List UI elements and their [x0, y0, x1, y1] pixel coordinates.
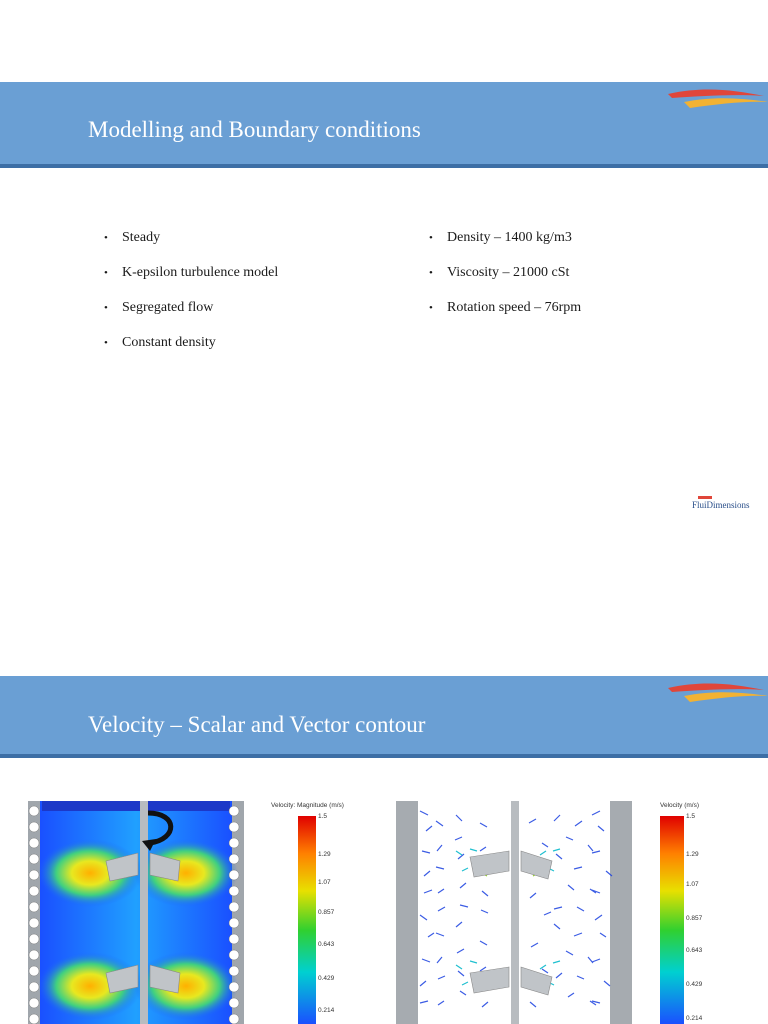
slide-header-banner — [0, 82, 768, 168]
list-item: • Steady — [102, 229, 392, 264]
vector-color-legend — [658, 800, 758, 1024]
left-bullet-list — [102, 229, 392, 369]
legend-tick: 1.07 — [686, 881, 699, 888]
list-item: • Rotation speed – 76rpm — [427, 299, 727, 334]
slide-title: Velocity – Scalar and Vector contour — [88, 712, 426, 737]
right-bullet-list — [427, 229, 727, 334]
legend-tick: 1.5 — [318, 813, 328, 820]
list-item: • K-epsilon turbulence model — [102, 264, 392, 299]
vector-contour-image — [396, 801, 634, 1024]
legend-tick: 1.07 — [318, 879, 331, 886]
legend-title: Velocity (m/s) — [660, 802, 700, 809]
brand-logo-text: FluiDimensions — [692, 500, 750, 510]
legend-tick: 0.214 — [686, 1015, 703, 1022]
legend-tick: 1.5 — [686, 813, 696, 820]
legend-tick: 0.857 — [686, 915, 703, 922]
legend-tick: 0.857 — [318, 909, 335, 916]
slide-velocity — [0, 594, 768, 1024]
legend-tick: 1.29 — [686, 851, 699, 858]
legend-tick: 0.429 — [318, 975, 335, 982]
list-item: • Viscosity – 21000 cSt — [427, 264, 727, 299]
list-item: • Constant density — [102, 334, 392, 369]
legend-tick: 1.29 — [318, 851, 331, 858]
legend-tick: 0.214 — [318, 1007, 335, 1014]
legend-tick: 0.643 — [686, 947, 703, 954]
slide-title: Modelling and Boundary conditions — [88, 117, 421, 142]
logo-swoosh-icon — [664, 86, 768, 114]
logo-swoosh-icon — [664, 680, 768, 708]
brand-logo-mark-icon — [698, 496, 712, 499]
banner-stripe — [0, 164, 768, 168]
scalar-color-legend — [270, 800, 370, 1024]
legend-tick: 0.643 — [318, 941, 335, 948]
scalar-contour-image — [28, 801, 244, 1024]
list-item: • Segregated flow — [102, 299, 392, 334]
legend-title: Velocity: Magnitude (m/s) — [271, 802, 344, 809]
slide-header-banner — [0, 676, 768, 758]
legend-tick: 0.429 — [686, 981, 703, 988]
banner-stripe — [0, 754, 768, 758]
list-item: • Density – 1400 kg/m3 — [427, 229, 727, 264]
